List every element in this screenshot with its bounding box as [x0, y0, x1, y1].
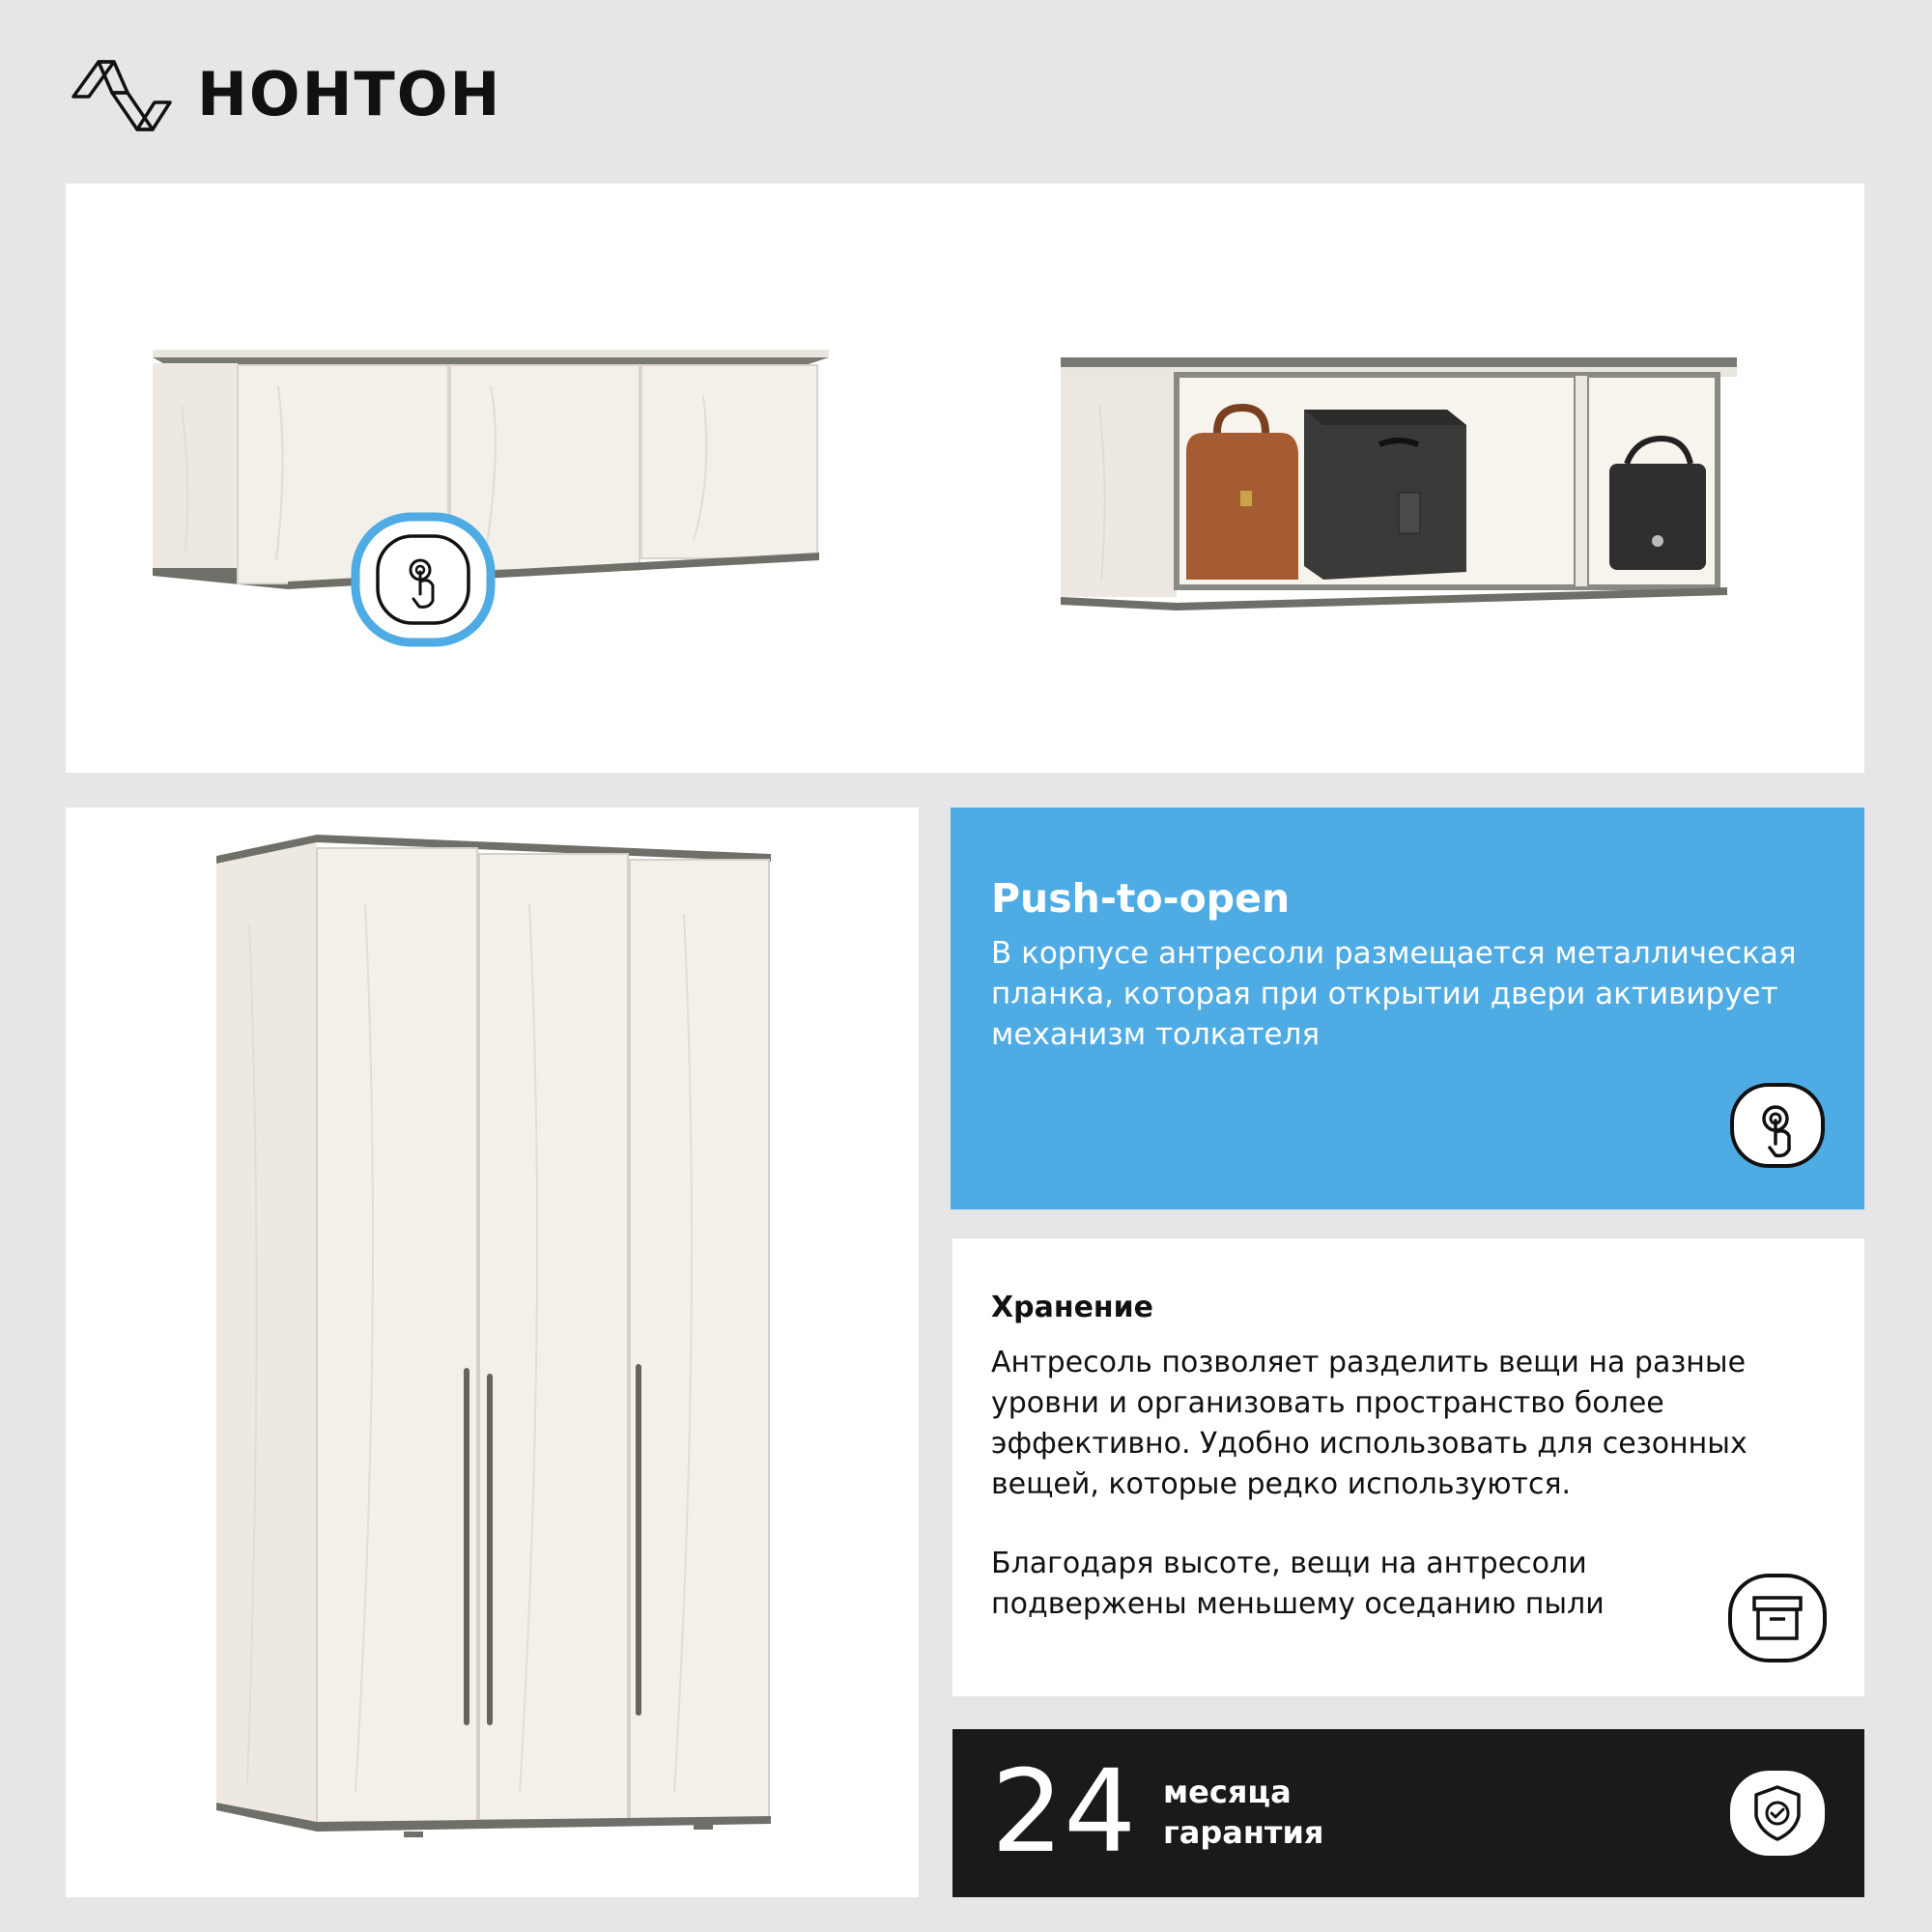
- storage-box-icon: [1727, 1573, 1828, 1663]
- top-image-panel: [66, 184, 1864, 773]
- warranty-number: 24: [991, 1745, 1137, 1878]
- warranty-panel: [952, 1729, 1864, 1897]
- storage-title: Хранение: [991, 1291, 1154, 1324]
- push-to-open-panel: [951, 808, 1864, 1209]
- storage-panel: [952, 1238, 1864, 1696]
- storage-paragraph-1: Антресоль позволяет разделить вещи на разные уровни и организовать пространство более эффективно. Удобно использовать для сезонных вещей, которые редко используются.: [991, 1346, 1747, 1501]
- brand-name: НОНТОН: [197, 59, 502, 129]
- push-description: В корпусе антресоли размещается металлическая планка, которая при открытии двери активирует механизм толкателя: [991, 936, 1797, 1052]
- nonton-logo-icon: [70, 56, 176, 133]
- storage-paragraph-2: Благодаря высоте, вещи на антресоли подвержены меньшему оседанию пыли: [991, 1547, 1605, 1621]
- closed-mezzanine-image: [143, 328, 877, 676]
- push-button-icon: [1729, 1082, 1826, 1169]
- push-title: Push-to-open: [991, 875, 1291, 922]
- brand-logo: [70, 56, 533, 133]
- open-mezzanine-image: [1051, 348, 1747, 657]
- wardrobe-panel: [66, 808, 919, 1897]
- shield-check-icon: [1727, 1768, 1828, 1859]
- warranty-line-1: месяца: [1163, 1774, 1292, 1810]
- warranty-line-2: гарантия: [1163, 1814, 1324, 1851]
- wardrobe-image: [211, 827, 810, 1889]
